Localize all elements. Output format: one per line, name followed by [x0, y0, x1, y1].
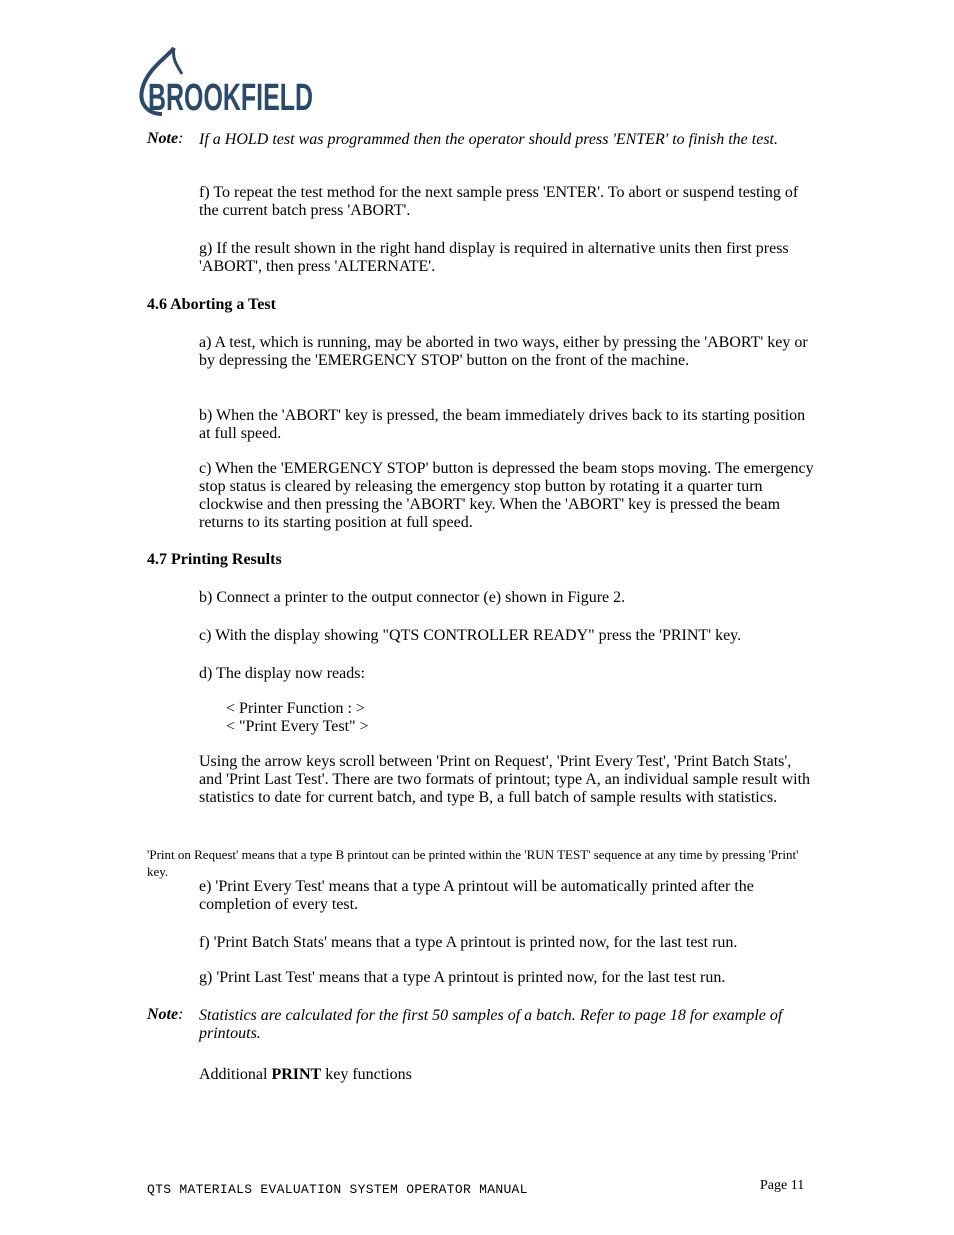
display-line-1: < Printer Function : >	[226, 700, 365, 717]
display-line-2: < "Print Every Test" >	[226, 718, 369, 735]
section-47-item-g: g) 'Print Last Test' means that a type A printout is printed now, for the last test run.	[199, 969, 726, 986]
section-47-item-b: b) Connect a printer to the output connector (e) shown in Figure 2.	[199, 589, 626, 606]
note1-label: Note:	[147, 130, 184, 147]
section-47-item-d: d) The display now reads:	[199, 665, 365, 682]
note2-label: Note:	[147, 1006, 184, 1023]
section-47-heading: 4.7 Printing Results	[147, 551, 282, 568]
note2-text: Statistics are calculated for the first 50 samples of a batch. Refer to page 18 for example of printouts.	[199, 1007, 783, 1042]
section-47-using: Using the arrow keys scroll between 'Print on Request', 'Print Every Test', 'Print Batch Stats', and 'Print Last Test'. There are two formats of printout; type A, an individual sample result with statistics to date for current batch, and type B, a full batch of sample results with statistics.	[199, 753, 811, 806]
section-46-item-b: b) When the 'ABORT' key is pressed, the beam immediately drives back to its starting position at full speed.	[199, 407, 806, 442]
brookfield-logo	[136, 44, 316, 119]
additional-print-functions: Additional PRINT key functions	[199, 1066, 412, 1083]
note1-text: If a HOLD test was programmed then the operator should press 'ENTER' to finish the test.	[199, 131, 778, 148]
section-47-item-f: f) 'Print Batch Stats' means that a type A printout is printed now, for the last test run.	[199, 934, 738, 951]
section-46-heading: 4.6 Aborting a Test	[147, 296, 276, 313]
footer-manual-title: QTS MATERIALS EVALUATION SYSTEM OPERATOR MANUAL	[147, 1182, 528, 1197]
section-47-item-e: e) 'Print Every Test' means that a type A printout will be automatically printed after the completion of every test.	[199, 878, 754, 913]
page-number: Page 11	[760, 1178, 805, 1193]
section-47-item-c: c) With the display showing "QTS CONTROLLER READY" press the 'PRINT' key.	[199, 627, 742, 644]
section-46-item-c: c) When the 'EMERGENCY STOP' button is depressed the beam stops moving. The emergency stop status is cleared by releasing the emergency stop button by rotating it a quarter turn clockwise and then pressing the 'ABORT' key. When the 'ABORT' key is pressed the beam returns to its starting position at full speed.	[199, 460, 814, 531]
print-on-request-text: 'Print on Request' means that a type B printout can be printed within the 'RUN TEST' sequence at any time by pressing 'Print' key.	[147, 847, 799, 879]
logo-text: BROOKFIELD	[148, 77, 313, 119]
para-g: g) If the result shown in the right hand display is required in alternative units then first press 'ABORT', then press 'ALTERNATE'.	[199, 240, 789, 275]
para-f: f) To repeat the test method for the next sample press 'ENTER'. To abort or suspend testing of the current batch press 'ABORT'.	[199, 184, 799, 219]
section-46-item-a: a) A test, which is running, may be aborted in two ways, either by pressing the 'ABORT' key or by depressing the 'EMERGENCY STOP' button on the front of the machine.	[199, 334, 808, 369]
droplet-inner-icon	[173, 48, 182, 74]
